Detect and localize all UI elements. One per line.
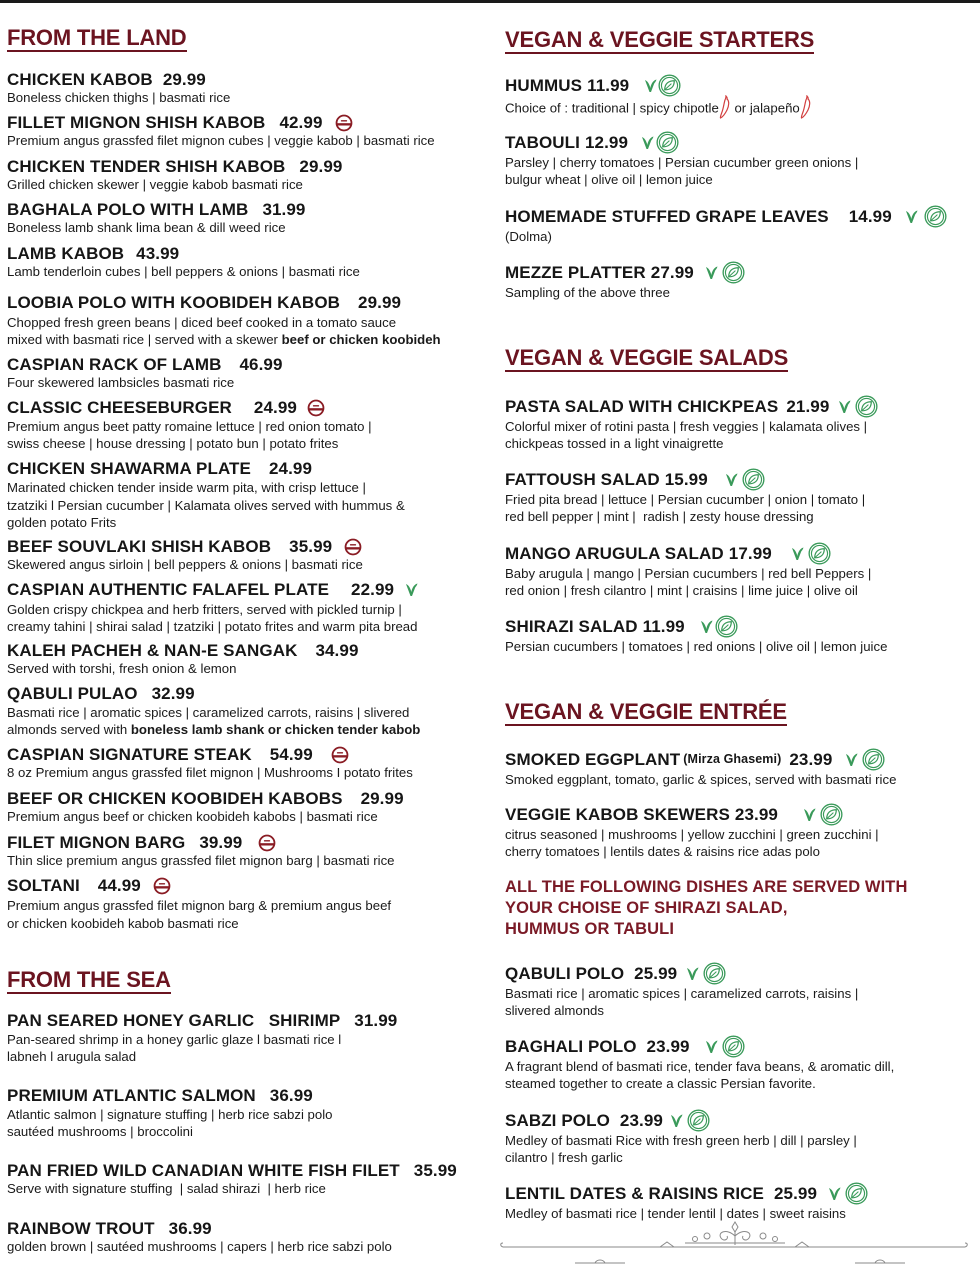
item-description: tzatziki l Persian cucumber | Kalamata olives served with hummus & [7,498,405,513]
item-name: MEZZE PLATTER [505,263,646,282]
desc-text: Choice of : traditional | spicy chipotle [505,100,719,116]
vegan-sprout-icon [640,135,654,151]
item-price: 31.99 [262,200,306,219]
item-price: 44.99 [97,876,141,895]
item-description: Lamb tenderloin cubes | bell peppers & onions | basmati rice [7,264,360,279]
item-price: 27.99 [650,263,694,282]
menu-item [7,537,363,573]
item-name: CHICKEN KABOB [7,70,153,89]
menu-item [505,74,812,123]
item-description: or chicken koobideh kabob basmati rice [7,916,239,931]
item-description: 8 oz Premium angus grassfed filet mignon | Mushrooms I potato frites [7,765,413,780]
item-description: Chopped fresh green beans | diced beef cooked in a tomato sauce [7,315,397,330]
item-name: PAN SEARED HONEY GARLIC SHIRIMP [7,1011,341,1030]
chili-pepper-icon [719,95,731,123]
vegan-leaf-icon [658,74,681,97]
item-price: 23.99 [646,1037,690,1056]
item-price: 42.99 [279,113,323,132]
item-description: A fragrant blend of basmati rice, tender fava beans, & aromatic dill, [505,1059,895,1074]
served-with-note: HUMMUS OR TABULI [505,920,675,938]
item-name: TABOULI [505,133,580,152]
item-price: 23.99 [789,750,833,769]
menu-item [505,615,887,655]
menu-item [505,131,858,188]
vegan-leaf-icon [656,131,679,154]
beef-icon [258,834,276,852]
item-description: sautéed mushrooms | broccolini [7,1124,193,1139]
menu-item [7,1161,457,1197]
item-price: 15.99 [664,470,708,489]
menu-item [7,113,435,149]
beef-icon [307,399,325,417]
vegan-sprout-icon [790,546,804,562]
desc-text: mixed with basmati rice | served with a skewer [7,332,282,347]
beef-icon [335,114,353,132]
item-description: Sampling of the above three [505,285,670,300]
item-name: CASPIAN AUTHENTIC FALAFEL PLATE [7,580,330,599]
item-price: 31.99 [354,1011,398,1030]
menu-item [7,398,372,452]
item-description: Four skewered lambsicles basmati rice [7,375,235,390]
item-price: 46.99 [239,355,283,374]
menu-item [7,200,305,236]
item-description: cherry tomatoes | lentils dates & raisins rice adas polo [505,844,820,859]
vegan-sprout-icon [404,582,418,598]
item-price: 25.99 [634,964,678,983]
menu-item [7,745,413,781]
menu-item [505,748,896,788]
item-description: citrus seasoned | mushrooms | yellow zucchini | green zucchini | [505,827,879,842]
menu-item [505,205,947,245]
item-name: PAN FRIED WILD CANADIAN WHITE FISH FILET [7,1161,400,1180]
item-name: FILLET MIGNON SHISH KABOB [7,113,266,132]
menu-item [7,641,359,677]
chili-pepper-icon [800,95,812,123]
item-description: (Dolma) [505,229,552,244]
vegan-sprout-icon [699,619,713,635]
item-name: RAINBOW TROUT [7,1219,155,1238]
item-description: red onion | fresh cilantro | mint | craisins | lime juice | olive oil [505,583,858,598]
item-name: PREMIUM ATLANTIC SALMON [7,1086,256,1105]
desc-bold-text: boneless lamb shank or chicken tender kabob [130,722,421,737]
item-description: steamed together to create a classic Persian favorite. [505,1076,816,1091]
vegan-sprout-icon [724,472,738,488]
desc-bold-text: beef or chicken koobideh [281,332,441,347]
item-description: Golden crispy chickpea and herb fritters, served with pickled turnip | [7,602,402,617]
item-description: swiss cheese | house dressing | potato bun | potato frites [7,436,339,451]
item-description: Basmati rice | aromatic spices | caramelized carrots, raisins | slivered [7,705,410,720]
section-title-from-the-land: FROM THE LAND [7,25,187,50]
item-name: LAMB KABOB [7,244,125,263]
item-description: Premium angus grassfed filet mignon barg & premium angus beef [7,898,392,913]
item-price: 12.99 [584,133,629,152]
menu-item [505,468,865,525]
beef-icon [344,538,362,556]
item-price: 29.99 [358,293,402,312]
item-name: CHICKEN TENDER SHISH KABOB [7,157,286,176]
item-price: 32.99 [151,684,195,703]
item-description: Thin slice premium angus grassfed filet mignon barg | basmati rice [7,853,395,868]
item-price: 23.99 [619,1111,663,1130]
item-description: Pan-seared shrimp in a honey garlic glaze l basmati rice l [7,1032,342,1047]
item-name: CLASSIC CHEESEBURGER [7,398,232,417]
item-name: CASPIAN RACK OF LAMB [7,355,222,374]
item-description: Skewered angus sirloin | bell peppers & onions | basmati rice [7,557,363,572]
served-with-note: YOUR CHOISE OF SHIRAZI SALAD, [505,899,788,917]
vegan-leaf-icon [808,542,831,565]
item-name: SOLTANI [7,876,80,895]
item-price: 22.99 [351,580,395,599]
top-border [0,0,980,3]
vegan-sprout-icon [827,1186,841,1202]
item-name: HOMEMADE STUFFED GRAPE LEAVES [505,207,829,226]
section-title-vegan-starters: VEGAN & VEGGIE STARTERS [505,27,815,52]
item-subtitle: (Mirza Ghasemi) [683,752,782,766]
item-price: 11.99 [587,76,630,95]
item-description [7,331,441,348]
item-price: 14.99 [848,207,892,226]
item-name: CASPIAN SIGNATURE STEAK [7,745,252,764]
item-description: labneh l arugula salad [7,1049,137,1064]
item-description: Boneless chicken thighs | basmati rice [7,90,231,105]
item-name: BAGHALI POLO [505,1037,637,1056]
item-description: slivered almonds [505,1003,604,1018]
item-name: SABZI POLO [505,1111,610,1130]
item-price: 35.99 [289,537,333,556]
desc-text: or jalapeño [730,100,800,116]
menu-item [7,157,342,193]
item-price: 11.99 [642,617,685,636]
section-title-vegan-salads: VEGAN & VEGGIE SALADS [505,345,789,370]
item-description: Fried pita bread | lettuce | Persian cucumber | onion | tomato | [505,492,866,507]
vegan-sprout-icon [904,209,918,225]
desc-text: almonds served with [7,722,131,737]
menu-item [505,395,878,452]
item-price: 23.99 [734,805,778,824]
item-price: 39.99 [199,833,243,852]
menu-item [505,261,745,301]
item-price: 25.99 [773,1184,818,1203]
item-description: cilantro | fresh garlic [505,1150,623,1165]
menu-item [7,1011,397,1065]
menu-item [505,1035,894,1092]
item-name: QABULI POLO [505,964,625,983]
item-description: bulgur wheat | olive oil | lemon juice [505,172,713,187]
item-name: BAGHALA POLO WITH LAMB [7,200,249,219]
item-description: Persian cucumbers | tomatoes | red onions | olive oil | lemon juice [505,639,888,654]
item-description: Premium angus beef or chicken koobideh kabobs | basmati rice [7,809,378,824]
item-description: Marinated chicken tender inside warm pita, with crisp lettuce | [7,480,366,495]
vegan-leaf-icon [715,615,738,638]
vegan-sprout-icon [844,752,858,768]
item-name: QABULI PULAO [7,684,138,703]
item-name: PASTA SALAD WITH CHICKPEAS [505,397,779,416]
item-price: 43.99 [136,244,180,263]
item-name: MANGO ARUGULA SALAD [505,544,724,563]
served-with-note: ALL THE FOLLOWING DISHES ARE SERVED WITH [505,878,908,896]
item-name: BEEF SOUVLAKI SHISH KABOB [7,537,272,556]
item-description: creamy tahini | shirai salad | tzatziki | potato frites and warm pita bread [7,619,418,634]
vegan-sprout-icon [685,966,699,982]
item-name: VEGGIE KABOB SKEWERS [505,805,730,824]
menu-item [7,355,283,391]
beef-icon [331,746,349,764]
item-name: SHIRAZI SALAD [505,617,638,636]
item-price: 29.99 [162,70,206,89]
vegan-sprout-icon [669,1113,683,1129]
menu-item [7,244,360,280]
item-price: 36.99 [168,1219,212,1238]
item-description: Parsley | cherry tomatoes | Persian cucumber green onions | [505,155,859,170]
item-price: 54.99 [269,745,313,764]
item-price: 34.99 [315,641,359,660]
menu-item [7,876,391,932]
item-description [7,721,420,738]
vegan-leaf-icon [855,395,878,418]
vegan-leaf-icon [924,205,947,228]
section-title-vegan-entree: VEGAN & VEGGIE ENTRÉE [505,699,787,724]
menu-item [7,1219,392,1255]
vegan-sprout-icon [704,265,718,281]
vegan-sprout-icon [802,807,816,823]
item-name: SMOKED EGGPLANT [505,750,681,769]
item-price: 29.99 [299,157,343,176]
item-description: Colorful mixer of rotini pasta | fresh veggies | kalamata olives | [505,419,868,434]
vegan-sprout-icon [837,399,851,415]
item-price: 21.99 [786,397,830,416]
beef-icon [153,877,171,895]
section-title-from-the-sea: FROM THE SEA [7,967,171,992]
vegan-leaf-icon [845,1182,868,1205]
vegan-leaf-icon [862,748,885,771]
vegan-leaf-icon [722,261,745,284]
item-description [505,95,812,123]
item-description: Basmati rice | aromatic spices | caramelized carrots, raisins | [505,986,859,1001]
vegan-sprout-icon [643,78,657,94]
menu-item [505,1109,857,1166]
item-description: Atlantic salmon | signature stuffing | herb rice sabzi polo [7,1107,333,1122]
item-description: Medley of basmati Rice with fresh green herb | dill | parsley | [505,1133,857,1148]
vegan-sprout-icon [704,1039,718,1055]
vegan-leaf-icon [687,1109,710,1132]
menu-item [7,580,418,635]
item-description: Boneless lamb shank lima bean & dill weed rice [7,220,286,235]
item-price: 36.99 [269,1086,313,1105]
vegan-leaf-icon [703,962,726,985]
ornament-divider [495,1218,975,1264]
vegan-leaf-icon [742,468,765,491]
item-price: 24.99 [268,459,313,478]
item-price: 17.99 [728,544,772,563]
item-name: FATTOUSH SALAD [505,470,660,489]
item-name: HUMMUS [505,76,583,95]
item-description: Premium angus beet patty romaine lettuce | red onion tomato | [7,419,372,434]
menu-item [7,1086,332,1140]
menu-item [505,962,858,1019]
item-name: BEEF OR CHICKEN KOOBIDEH KABOBS [7,789,343,808]
item-description: Premium angus grassfed filet mignon cubes | veggie kabob | basmati rice [7,133,435,148]
item-price: 24.99 [253,398,297,417]
menu-item [7,789,404,825]
menu-item [7,684,420,738]
menu-item [505,803,879,860]
menu-item [7,459,405,531]
item-name: KALEH PACHEH & NAN-E SANGAK [7,641,298,660]
item-price: 29.99 [360,789,404,808]
menu-item [7,833,395,869]
item-name: CHICKEN SHAWARMA PLATE [7,459,251,478]
item-description: golden brown | sautéed mushrooms | capers | herb rice sabzi polo [7,1239,392,1254]
item-description: Served with torshi, fresh onion & lemon [7,661,237,676]
item-description: golden potato Frits [7,515,117,530]
item-name: LOOBIA POLO WITH KOOBIDEH KABOB [7,293,341,312]
item-description: Baby arugula | mango | Persian cucumbers | red bell Peppers | [505,566,872,581]
item-description: Smoked eggplant, tomato, garlic & spices, served with basmati rice [505,772,897,787]
menu-item [7,293,441,348]
menu-item [7,70,230,106]
menu-item [505,1182,868,1222]
item-description: Serve with signature stuffing | salad shirazi | herb rice [7,1181,326,1196]
item-description: Grilled chicken skewer | veggie kabob basmati rice [7,177,303,192]
item-description: red bell pepper | mint | radish | zesty house dressing [505,509,814,524]
vegan-leaf-icon [722,1035,745,1058]
item-price: 35.99 [413,1161,457,1180]
item-description: chickpeas tossed in a light vinaigrette [505,436,724,451]
menu-item [505,542,871,599]
item-name: FILET MIGNON BARG [7,833,186,852]
item-name: LENTIL DATES & RAISINS RICE [505,1184,764,1203]
item-description: Medley of basmati rice | tender lentil | dates | sweet raisins [505,1206,846,1221]
vegan-leaf-icon [820,803,843,826]
